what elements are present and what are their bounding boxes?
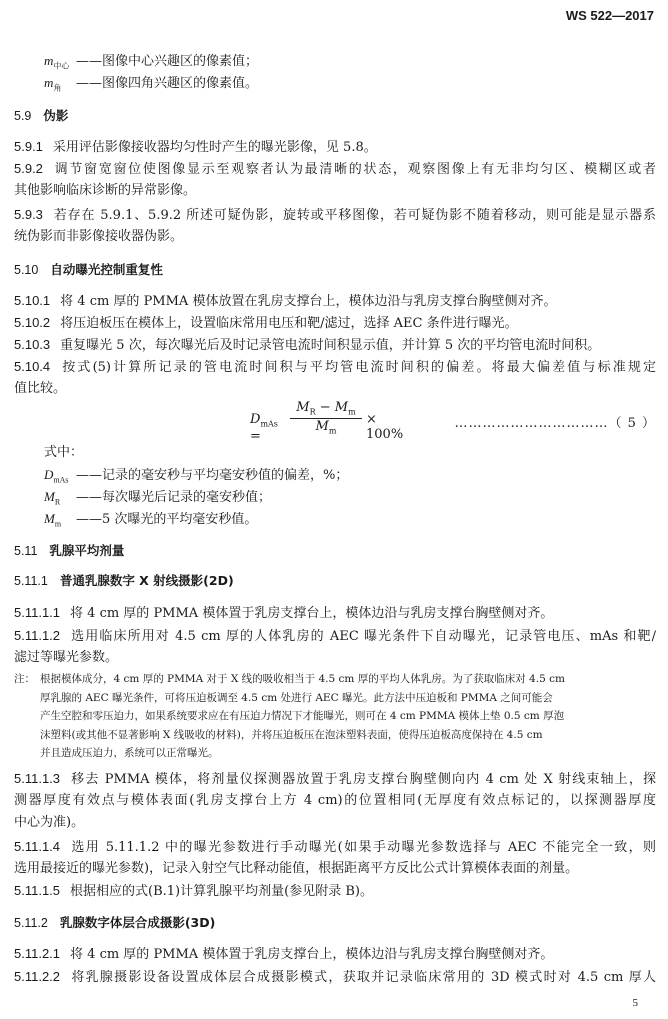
clause-5-9-2: 5.9.2 调节窗宽窗位使图像显示至观察者认为最清晰的状态，观察图像上有无非均匀区、模糊区或者 — [14, 161, 656, 177]
clause-5-11-1-2: 5.11.1.2 选用临床所用对 4.5 cm 厚的人体乳房的 AEC 曝光条件下自动曝光，记录管电压、mAs 和靶/ — [14, 628, 656, 644]
note-line: 产生空腔和零压迫力，如果系统要求应在有压迫力情况下才能曝光，则可在 4 cm PMMA 模体上垫 0.5 cm 厚泡 — [40, 710, 565, 722]
clause-5-11-1-5: 5.11.1.5 根据相应的式(B.1)计算乳腺平均剂量(参见附录 B)。 — [14, 883, 373, 899]
clause-5-11-2-1: 5.11.2.1 将 4 cm 厚的 PMMA 模体置于乳房支撑台上，模体边沿与乳房支撑台胸壁侧对齐。 — [14, 946, 554, 962]
definition-d-mas: $D_{mAs}$ ——记录的毫安秒与平均毫安秒值的偏差，%； — [44, 466, 656, 490]
clause-5-11-1-1: 5.11.1.1 将 4 cm 厚的 PMMA 模体置于乳房支撑台上，模体边沿与乳房支撑台胸壁侧对齐。 — [14, 605, 554, 621]
note-line: 根据模体成分，4 cm 厚的 PMMA 对于 X 线的吸收相当于 4.5 cm 厚的平均人体乳房。为了获取临床对 4.5 cm — [40, 673, 565, 685]
definition-text: ——图像中心兴趣区的像素值； — [76, 54, 259, 69]
clause-5-11-1-3: 5.11.1.3 移去 PMMA 模体，将剂量仪探测器放置于乳房支撑台胸壁侧向内 4 cm 处 X 射线束轴上，探 — [14, 771, 656, 787]
clause-5-10-4-cont: 值比较。 — [14, 381, 67, 396]
symbol: $D_{mAs}$ — [44, 467, 69, 485]
clause-5-10-4: 5.10.4 按式(5)计算所记录的管电流时间积与平均管电流时间积的偏差。将最大偏差值与标准规定 — [14, 359, 656, 375]
clause-5-9-1: 5.9.1 采用评估影像接收器均匀性时产生的曝光影像，见 5.8。 — [14, 139, 377, 155]
clause-5-11-1-3-cont: 测器厚度有效点与模体表面(乳房支撑台上方 4 cm)的位置相同(无厚度有效点标记的，以探测器厚度 — [14, 793, 656, 808]
clause-5-11-1-4: 5.11.1.4 选用 5.11.1.2 中的曝光参数进行手动曝光(如果手动曝光参数选择与 AEC 不能完全一致，则 — [14, 839, 656, 855]
page-number: 5 — [632, 997, 638, 1009]
symbol: $M_R$ — [44, 489, 61, 507]
definition-m-corner — [44, 74, 656, 98]
formula-lhs: $D_{mAs}$ = — [250, 412, 278, 444]
formula-numerator: $M_R - M_m$ — [290, 400, 362, 419]
formula-fraction — [290, 400, 362, 435]
standard-code: WS 522—2017 — [565, 8, 654, 23]
definition-m-center — [44, 52, 656, 76]
where-label: 式中： — [44, 445, 84, 460]
clause-5-11-2-2: 5.11.2.2 将乳腺摄影设备设置成体层合成摄影模式，获取并记录临床常用的 3D 模式时对 4.5 cm 厚人 — [14, 969, 656, 985]
symbol: $m_{中心}$ — [44, 53, 70, 71]
clause-5-10-3: 5.10.3 重复曝光 5 次，每次曝光后及时记录管电流时间积显示值，并计算 5 次的平均管电流时间积。 — [14, 337, 601, 353]
section-heading-5-11: 5.11 乳腺平均剂量 — [14, 543, 125, 558]
note-line: 并且造成压迫力，系统可以正常曝光。 — [40, 747, 219, 759]
formula-multiplier: × 100% — [366, 412, 404, 442]
note-block — [14, 670, 656, 763]
section-heading-5-11-1: 5.11.1 普通乳腺数字 X 射线摄影(2D) — [14, 573, 234, 588]
section-heading-5-10: 5.10 自动曝光控制重复性 — [14, 262, 163, 277]
note-line: 厚乳腺的 AEC 曝光条件，可将压迫板调至 4.5 cm 处进行 AEC 曝光。此方法中压迫板和 PMMA 之间可能会 — [40, 691, 553, 704]
section-heading-5-11-2: 5.11.2 乳腺数字体层合成摄影(3D) — [14, 915, 216, 930]
equation-number: ……………………………（ 5 ） — [454, 416, 656, 431]
definition-m-m: $M_m$ ——5 次曝光的平均毫安秒值。 — [44, 510, 656, 534]
clause-5-11-1-4-cont: 选用最接近的曝光参数)，记录入射空气比释动能值，根据距离平方反比公式计算模体表面的剂量。 — [14, 861, 579, 876]
clause-5-9-2-cont: 其他影响临床诊断的异常影像。 — [14, 183, 197, 198]
note-label: 注： — [14, 673, 35, 685]
clause-5-9-3: 5.9.3 若存在 5.9.1、5.9.2 所述可疑伪影，旋转或平移图像，若可疑伪影不随着移动，则可能是显示器系 — [14, 207, 656, 223]
definition-text: ——图像四角兴趣区的像素值。 — [76, 76, 259, 91]
formula-denominator: $M_m$ — [315, 418, 337, 436]
symbol: $m_角$ — [44, 75, 62, 93]
clause-5-10-2: 5.10.2 将压迫板压在模体上，设置临床常用电压和靶/滤过，选择 AEC 条件进行曝光。 — [14, 315, 518, 331]
clause-5-11-1-3-cont2: 中心为准)。 — [14, 815, 85, 830]
note-line: 沫塑料(或其他不显著影响 X 线吸收的材料)，并将压迫板压在泡沫塑料表面，使得压迫板高度保持在 4.5 cm — [40, 728, 543, 741]
clause-5-11-1-2-cont: 滤过等曝光参数。 — [14, 650, 119, 665]
definition-m-r: $M_R$ ——每次曝光后记录的毫安秒值； — [44, 488, 656, 512]
symbol: $M_m$ — [44, 511, 62, 529]
section-heading-5-9: 5.9 伪影 — [14, 108, 69, 123]
clause-5-10-1: 5.10.1 将 4 cm 厚的 PMMA 模体放置在乳房支撑台上，模体边沿与乳房支撑台胸壁侧对齐。 — [14, 293, 557, 309]
clause-5-9-3-cont: 统伪影而非影像接收器伪影。 — [14, 229, 184, 244]
